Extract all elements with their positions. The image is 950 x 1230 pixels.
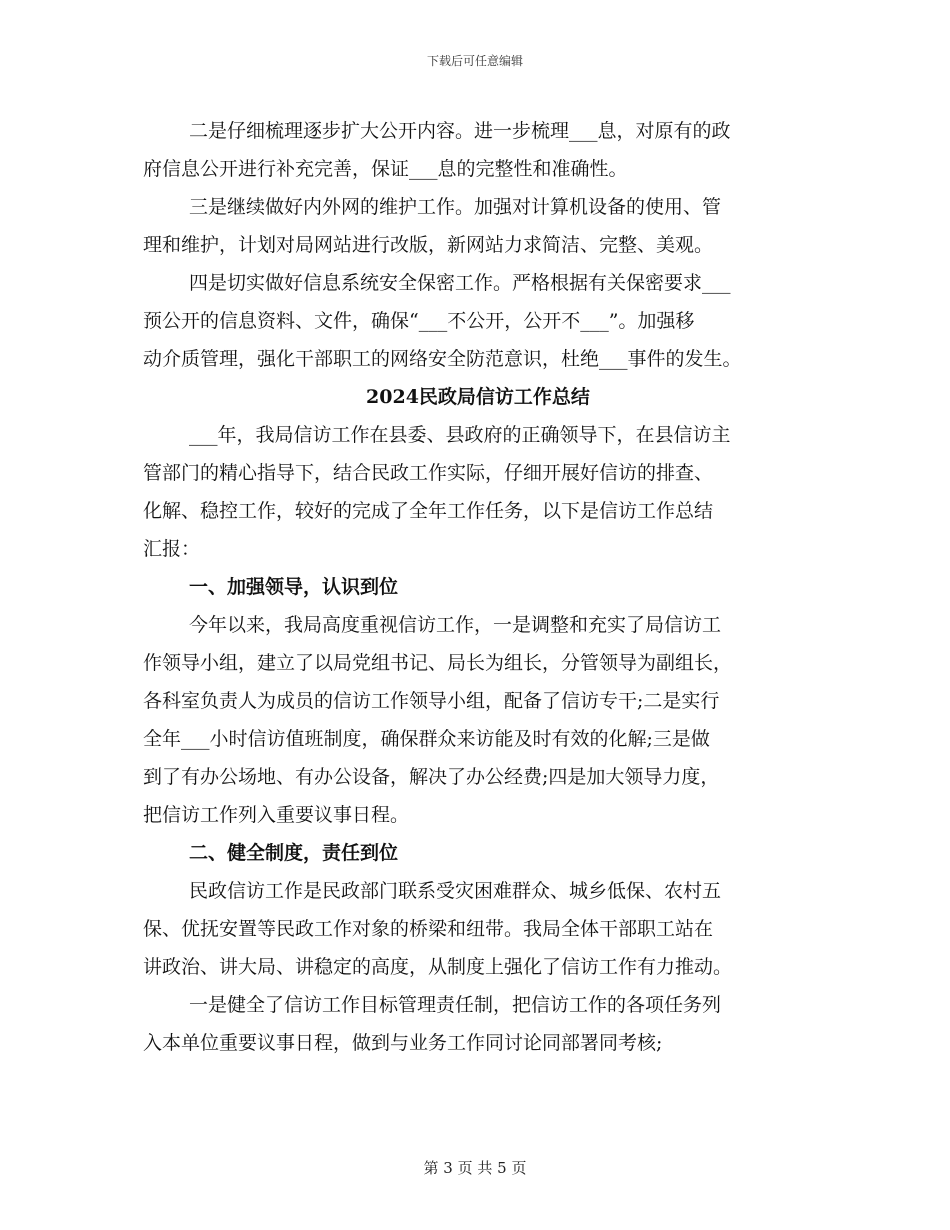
paragraph-line: 汇报：: [143, 538, 201, 560]
page-number-footer: 第 3 页 共 5 页: [423, 1159, 527, 1177]
paragraph-line: 各科室负责人为成员的信访工作领导小组，配备了信访专干;二是实行: [143, 690, 720, 712]
paragraph-line: 动介质管理，强化干部职工的网络安全防范意识，杜绝___事件的发生。: [143, 348, 742, 370]
document-body: [143, 112, 813, 1062]
section-heading: 二、健全制度，责任到位: [189, 842, 399, 864]
paragraph-line: 四是切实做好信息系统安全保密工作。严格根据有关保密要求___: [189, 272, 731, 294]
paragraph-line: 保、优抚安置等民政工作对象的桥梁和纽带。我局全体干部职工站在: [143, 918, 714, 940]
paragraph-line: 全年___小时信访值班制度，确保群众来访能及时有效的化解;三是做: [143, 728, 710, 750]
paragraph-line: 化解、稳控工作，较好的完成了全年工作任务，以下是信访工作总结: [143, 500, 714, 522]
paragraph-line: 把信访工作列入重要议事日程。: [143, 804, 410, 826]
paragraph-line: 民政信访工作是民政部门联系受灾困难群众、城乡低保、农村五: [189, 880, 722, 902]
paragraph-line: 今年以来，我局高度重视信访工作，一是调整和充实了局信访工: [189, 614, 722, 636]
page-header: 下载后可任意编辑: [426, 54, 523, 68]
paragraph-line: 府信息公开进行补充完善，保证___息的完整性和准确性。: [143, 158, 628, 180]
paragraph-line: 讲政治、讲大局、讲稳定的高度，从制度上强化了信访工作有力推动。: [143, 956, 733, 978]
document-title: 2024民政局信访工作总结: [366, 386, 590, 408]
paragraph-line: 管部门的精心指导下，结合民政工作实际，仔细开展好信访的排查、: [143, 462, 714, 484]
paragraph-line: 三是继续做好内外网的维护工作。加强对计算机设备的使用、管: [189, 196, 722, 218]
paragraph-line: 到了有办公场地、有办公设备，解决了办公经费;四是加大领导力度，: [143, 766, 720, 788]
paragraph-line: 作领导小组，建立了以局党组书记、局长为组长，分管领导为副组长，: [143, 652, 733, 674]
paragraph-line: 预公开的信息资料、文件，确保“___不公开，公开不___”。加强移: [143, 310, 695, 332]
section-heading: 一、加强领导，认识到位: [189, 576, 399, 598]
paragraph-line: 一是健全了信访工作目标管理责任制，把信访工作的各项任务列: [189, 994, 722, 1016]
paragraph-line: 入本单位重要议事日程，做到与业务工作同讨论同部署同考核;: [143, 1032, 663, 1054]
paragraph-line: 二是仔细梳理逐步扩大公开内容。进一步梳理___息，对原有的政: [189, 120, 731, 142]
paragraph-line: ___年，我局信访工作在县委、县政府的正确领导下，在县信访主: [189, 424, 731, 446]
paragraph-line: 理和维护，计划对局网站进行改版，新网站力求简洁、完整、美观。: [143, 234, 714, 256]
